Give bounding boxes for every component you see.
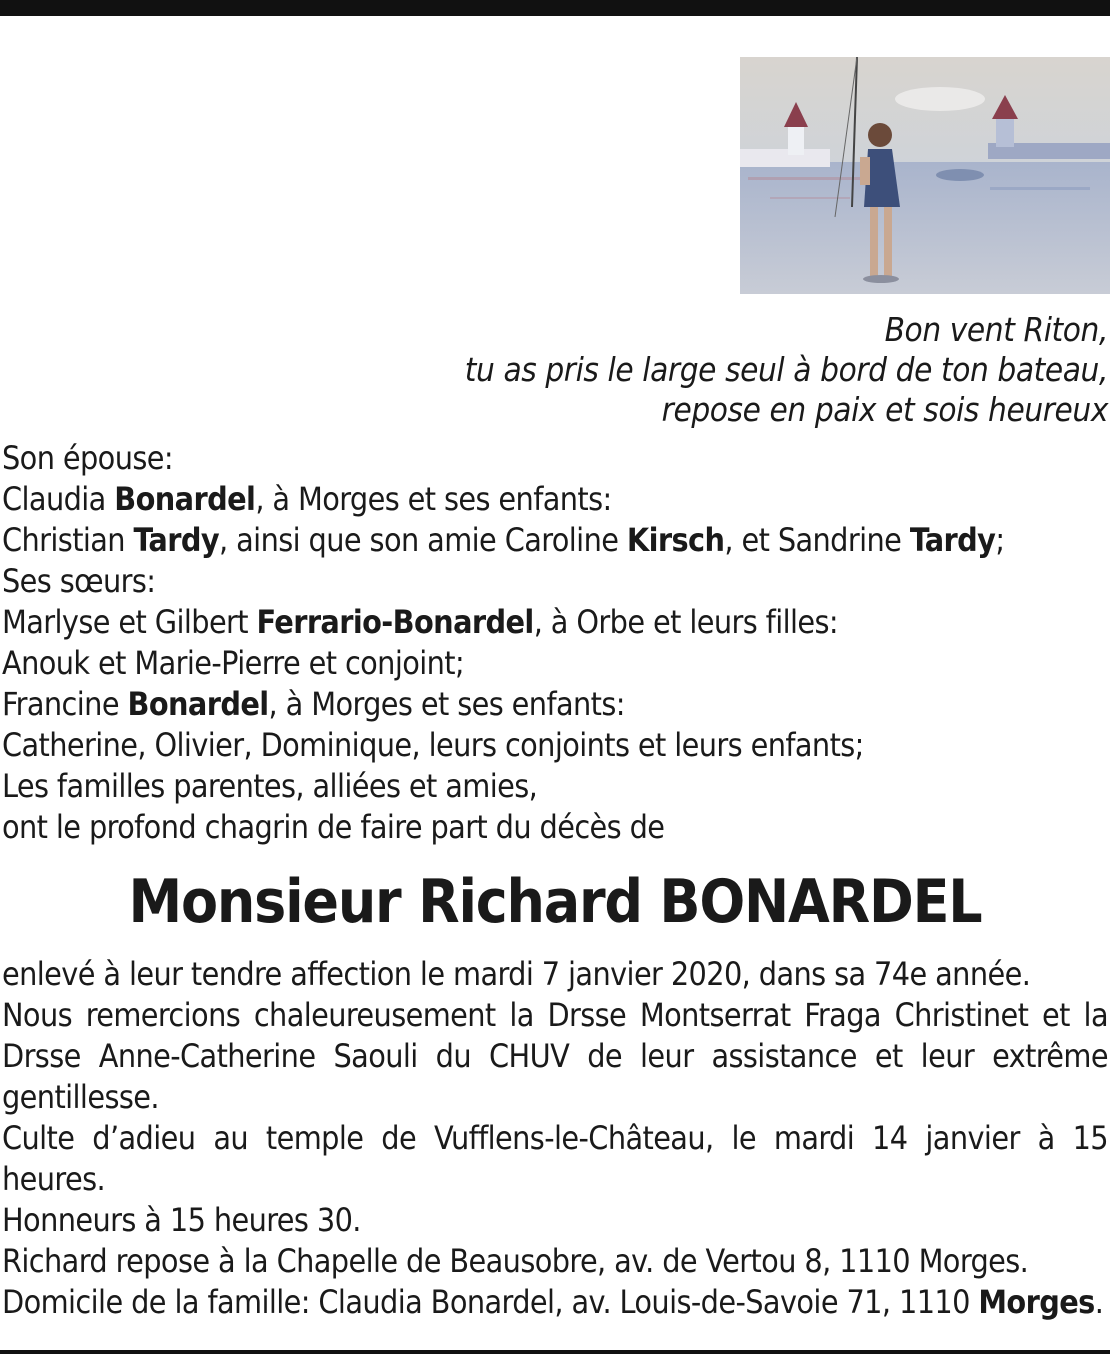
poem-line: Bon vent Riton, [884,310,1108,349]
town: Morges [978,1283,1095,1321]
family-line: Catherine, Olivier, Dominique, leurs conjoints et leurs enfants; [2,726,864,764]
text: ; [995,521,1005,559]
surname: Tardy [909,521,996,559]
family-line [2,520,1108,561]
body-paragraph: Nous remercions chaleureusement la Drsse Montserrat Fraga Christinet et la Drsse Anne-Catherine Saouli du CHUV de leur assistance et leur extrême gentillesse. [2,996,1108,1116]
poem [348,310,1108,430]
text: , à Morges et ses enfants: [255,480,612,518]
text: Francine [2,685,128,723]
body-paragraph [2,1282,1108,1323]
surname: Bonardel [114,480,256,518]
body-paragraph: Culte d’adieu au temple de Vufflens-le-Château, le mardi 14 janvier à 15 heures. [2,1119,1108,1198]
top-rule [0,0,1110,16]
family-line [2,602,1108,643]
painting-child-fishing-icon [740,57,1110,294]
family-line: ont le profond chagrin de faire part du décès de [2,808,665,846]
poem-line: tu as pris le large seul à bord de ton bateau, [464,350,1108,389]
body-paragraph: Honneurs à 15 heures 30. [2,1201,361,1239]
text: Domicile de la famille: Claudia Bonardel, av. Louis-de-Savoie 71, 1110 [2,1283,979,1321]
text: , ainsi que son amie Caroline [219,521,627,559]
surname: Ferrario-Bonardel [256,603,534,641]
text: , à Morges et ses enfants: [268,685,625,723]
family-line: Anouk et Marie-Pierre et conjoint; [2,644,465,682]
surname: Bonardel [127,685,269,723]
text: Claudia [2,480,115,518]
family-list [2,438,1108,848]
announcement-body [2,954,1108,1323]
deceased-name: Monsieur Richard BONARDEL [128,867,982,937]
text: Christian [2,521,134,559]
body-paragraph: enlevé à leur tendre affection le mardi 7 janvier 2020, dans sa 74e année. [2,955,1031,993]
bottom-rule [0,1350,1110,1354]
surname: Kirsch [626,521,725,559]
text: , et Sandrine [724,521,910,559]
surname: Tardy [133,521,220,559]
family-line: Les familles parentes, alliées et amies, [2,767,538,805]
text: Marlyse et Gilbert [2,603,257,641]
family-line: Son épouse: [2,439,173,477]
family-line: Ses sœurs: [2,562,156,600]
family-line [2,479,1108,520]
body-paragraph: Richard repose à la Chapelle de Beausobre, av. de Vertou 8, 1110 Morges. [2,1242,1029,1280]
painting-image [740,57,1110,294]
poem-line: repose en paix et sois heureux [661,390,1108,429]
family-line [2,684,1108,725]
text: , à Orbe et leurs filles: [533,603,839,641]
text: . [1094,1283,1104,1321]
